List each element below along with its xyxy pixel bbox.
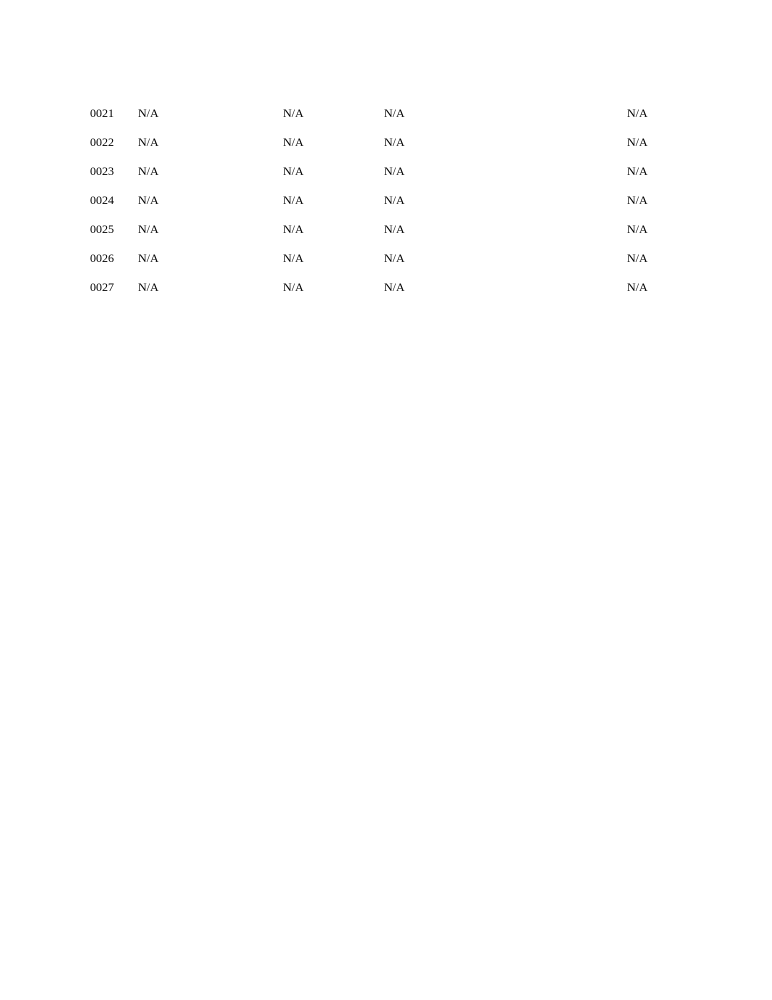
row-id: 0027 <box>90 280 114 294</box>
table-row <box>0 128 772 157</box>
table-cell: N/A <box>138 193 159 207</box>
table-cell: N/A <box>627 280 648 294</box>
table-cell: N/A <box>627 164 648 178</box>
table-cell: N/A <box>283 164 304 178</box>
table-cell: N/A <box>384 164 405 178</box>
table-cell: N/A <box>627 106 648 120</box>
table-cell: N/A <box>138 251 159 265</box>
table-cell: N/A <box>138 135 159 149</box>
table-row <box>0 215 772 244</box>
table-cell: N/A <box>283 280 304 294</box>
table-cell: N/A <box>138 222 159 236</box>
table-cell: N/A <box>384 280 405 294</box>
table-cell: N/A <box>138 106 159 120</box>
row-id: 0024 <box>90 193 114 207</box>
table-cell: N/A <box>138 280 159 294</box>
row-id: 0022 <box>90 135 114 149</box>
table-cell: N/A <box>283 193 304 207</box>
table-row <box>0 157 772 186</box>
row-id: 0026 <box>90 251 114 265</box>
row-id: 0021 <box>90 106 114 120</box>
table-cell: N/A <box>627 222 648 236</box>
table-cell: N/A <box>384 222 405 236</box>
table-cell: N/A <box>283 135 304 149</box>
table-cell: N/A <box>384 106 405 120</box>
table-row <box>0 186 772 215</box>
table-cell: N/A <box>384 135 405 149</box>
row-id: 0023 <box>90 164 114 178</box>
table-row <box>0 273 772 302</box>
table-cell: N/A <box>283 251 304 265</box>
table-cell: N/A <box>627 193 648 207</box>
table-row <box>0 99 772 128</box>
table-row <box>0 244 772 273</box>
table-cell: N/A <box>627 251 648 265</box>
table-cell: N/A <box>283 222 304 236</box>
table-cell: N/A <box>138 164 159 178</box>
table-cell: N/A <box>384 193 405 207</box>
data-table <box>0 99 772 302</box>
table-cell: N/A <box>627 135 648 149</box>
table-cell: N/A <box>283 106 304 120</box>
table-cell: N/A <box>384 251 405 265</box>
row-id: 0025 <box>90 222 114 236</box>
